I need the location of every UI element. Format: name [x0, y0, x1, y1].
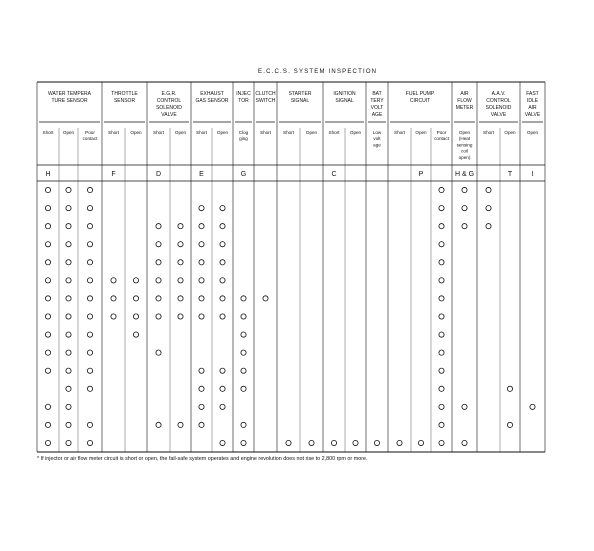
group-header: FAST IDLE AIR VALVE	[524, 91, 541, 118]
check-mark-row-15	[462, 440, 467, 445]
check-mark-row-5	[87, 260, 92, 265]
check-mark-row-1	[486, 187, 491, 192]
check-mark-row-1	[66, 187, 71, 192]
column-subheader: Open	[415, 130, 427, 135]
group-header: STARTER SIGNAL	[288, 91, 312, 104]
check-mark-row-14	[439, 422, 444, 427]
check-mark-row-15	[439, 440, 444, 445]
column-subheader: Short	[108, 130, 119, 135]
check-mark-row-14	[45, 422, 50, 427]
check-mark-row-2	[439, 206, 444, 211]
check-mark-row-15	[286, 440, 291, 445]
check-mark-row-11	[220, 368, 225, 373]
check-mark-row-14	[66, 422, 71, 427]
code-label: I	[531, 171, 534, 178]
check-mark-row-7	[241, 296, 246, 301]
check-mark-row-8	[111, 314, 116, 319]
check-mark-row-4	[66, 242, 71, 247]
check-mark-row-5	[199, 260, 204, 265]
group-header: CLUTCH SWITCH	[255, 91, 276, 104]
check-mark-row-7	[156, 296, 161, 301]
check-mark-row-5	[45, 260, 50, 265]
check-mark-row-8	[178, 314, 183, 319]
check-mark-row-3	[66, 224, 71, 229]
check-mark-row-6	[199, 278, 204, 283]
check-mark-row-15	[374, 440, 379, 445]
code-label: D	[155, 171, 162, 178]
check-mark-row-13	[45, 404, 50, 409]
column-subheader: Short	[394, 130, 405, 135]
group-header: AIR FLOW METER	[455, 91, 474, 111]
group-header: WATER TEMPERA TURE SENSOR	[48, 91, 91, 104]
check-mark-row-8	[156, 314, 161, 319]
column-subheader: Open	[130, 130, 142, 135]
document-title: E.C.C.S. SYSTEM INSPECTION	[258, 69, 378, 75]
check-mark-row-3	[486, 224, 491, 229]
column-subheader: Short	[328, 130, 340, 135]
check-mark-row-11	[87, 368, 92, 373]
check-mark-row-8	[87, 314, 92, 319]
check-mark-row-13	[530, 404, 535, 409]
check-mark-row-11	[439, 368, 444, 373]
check-mark-row-3	[199, 224, 204, 229]
check-mark-row-15	[241, 440, 246, 445]
check-mark-row-1	[439, 187, 444, 192]
check-mark-row-8	[220, 314, 225, 319]
group-header: EXHAUST GAS SENSOR	[195, 91, 229, 104]
check-mark-row-3	[220, 224, 225, 229]
check-mark-row-7	[66, 296, 71, 301]
check-mark-row-7	[111, 296, 116, 301]
check-mark-row-9	[133, 332, 138, 337]
check-mark-row-5	[439, 260, 444, 265]
check-mark-row-2	[66, 206, 71, 211]
check-mark-row-7	[439, 296, 444, 301]
check-mark-row-3	[156, 224, 161, 229]
check-mark-row-10	[45, 350, 50, 355]
check-mark-row-9	[45, 332, 50, 337]
check-mark-row-11	[45, 368, 50, 373]
check-mark-row-6	[156, 278, 161, 283]
check-mark-row-5	[178, 260, 183, 265]
check-mark-row-14	[241, 422, 246, 427]
check-mark-row-1	[87, 187, 92, 192]
check-mark-row-6	[45, 278, 50, 283]
code-label: G	[240, 171, 247, 178]
group-header: INJEC TOR	[236, 91, 251, 104]
column-subheader: Short	[153, 130, 164, 135]
check-mark-row-7	[45, 296, 50, 301]
check-mark-row-15	[220, 440, 225, 445]
check-mark-row-11	[66, 368, 71, 373]
check-mark-row-14	[156, 422, 161, 427]
check-mark-row-6	[111, 278, 116, 283]
check-mark-row-10	[439, 350, 444, 355]
check-mark-row-2	[486, 206, 491, 211]
check-mark-row-2	[87, 206, 92, 211]
check-mark-row-6	[133, 278, 138, 283]
check-mark-row-4	[439, 242, 444, 247]
check-mark-row-14	[178, 422, 183, 427]
column-subheader: Low volt age	[372, 130, 382, 148]
check-mark-row-5	[66, 260, 71, 265]
check-mark-row-6	[439, 278, 444, 283]
check-mark-row-15	[45, 440, 50, 445]
check-mark-row-4	[87, 242, 92, 247]
check-mark-row-15	[353, 440, 358, 445]
code-label: H & G	[454, 171, 475, 178]
check-mark-row-7	[178, 296, 183, 301]
check-mark-row-13	[66, 404, 71, 409]
check-mark-row-15	[87, 440, 92, 445]
check-mark-row-12	[507, 386, 512, 391]
check-mark-row-4	[220, 242, 225, 247]
check-mark-row-3	[45, 224, 50, 229]
check-mark-row-15	[418, 440, 423, 445]
code-label: P	[418, 171, 424, 178]
footnote: * If injector or air flow meter circuit is short or open, the fail-safe system operates and engine revolution does not rise to 2,800 rpm or more.	[37, 456, 368, 462]
check-mark-row-4	[199, 242, 204, 247]
check-mark-row-3	[462, 224, 467, 229]
check-mark-row-1	[45, 187, 50, 192]
group-header: E.G.R. CONTROL SOLENOID VALVE	[156, 91, 182, 118]
column-subheader: Open	[349, 130, 362, 135]
group-header: FUEL PUMP CIRCUIT	[405, 91, 435, 104]
check-mark-row-14	[87, 422, 92, 427]
column-subheader: Open	[504, 130, 516, 135]
check-mark-row-12	[439, 386, 444, 391]
check-mark-row-8	[66, 314, 71, 319]
code-label: H	[45, 171, 51, 178]
check-mark-row-4	[156, 242, 161, 247]
check-mark-row-6	[220, 278, 225, 283]
check-mark-row-10	[66, 350, 71, 355]
check-mark-row-6	[66, 278, 71, 283]
check-mark-row-7	[263, 296, 268, 301]
code-label: C	[331, 171, 337, 178]
column-subheader: Poor contact	[82, 130, 98, 142]
check-mark-row-12	[241, 386, 246, 391]
column-subheader: Poor contact	[434, 130, 449, 142]
check-mark-row-7	[199, 296, 204, 301]
check-mark-row-9	[66, 332, 71, 337]
column-subheader: Short	[42, 130, 54, 135]
column-subheader: Open (Heat sensing coil open)	[456, 130, 473, 160]
column-subheader: Open	[305, 130, 318, 135]
group-header: IGNITION SIGNAL	[333, 91, 356, 104]
column-subheader: Open	[62, 130, 75, 135]
check-mark-row-3	[87, 224, 92, 229]
check-mark-row-9	[439, 332, 444, 337]
check-mark-row-7	[220, 296, 225, 301]
check-mark-row-12	[66, 386, 71, 391]
column-subheader: Open	[174, 130, 187, 135]
column-subheader: Open	[216, 130, 229, 135]
check-mark-row-1	[462, 187, 467, 192]
check-mark-row-13	[199, 404, 204, 409]
check-mark-row-12	[199, 386, 204, 391]
check-mark-row-6	[87, 278, 92, 283]
column-subheader: Clog ging	[238, 130, 249, 142]
column-subheader: Short	[483, 130, 494, 135]
check-mark-row-8	[133, 314, 138, 319]
check-mark-row-2	[220, 206, 225, 211]
check-mark-row-13	[462, 404, 467, 409]
column-subheader: Short	[196, 130, 207, 135]
code-label: E	[199, 171, 204, 178]
code-label: F	[111, 171, 116, 178]
check-mark-row-15	[397, 440, 402, 445]
group-header: THROTTLE SENSOR	[111, 91, 138, 104]
check-mark-row-9	[241, 332, 246, 337]
group-header: BAT TERY VOLT AGE	[370, 91, 384, 118]
check-mark-row-9	[87, 332, 92, 337]
check-mark-row-2	[45, 206, 50, 211]
group-header: A.A.V. CONTROL SOLENOID VALVE	[485, 91, 512, 118]
check-mark-row-11	[241, 368, 246, 373]
check-mark-row-12	[87, 386, 92, 391]
check-mark-row-12	[220, 386, 225, 391]
check-mark-row-5	[220, 260, 225, 265]
code-label: T	[507, 171, 513, 178]
check-mark-row-3	[439, 224, 444, 229]
check-mark-row-2	[462, 206, 467, 211]
check-mark-row-4	[178, 242, 183, 247]
column-subheader: Short	[283, 130, 294, 135]
check-mark-row-10	[241, 350, 246, 355]
check-mark-row-15	[66, 440, 71, 445]
check-mark-row-2	[199, 206, 204, 211]
check-mark-row-10	[87, 350, 92, 355]
check-mark-row-14	[507, 422, 512, 427]
check-mark-row-6	[178, 278, 183, 283]
check-mark-row-8	[241, 314, 246, 319]
check-mark-row-7	[133, 296, 138, 301]
check-mark-row-4	[45, 242, 50, 247]
check-mark-row-11	[199, 368, 204, 373]
check-mark-row-8	[45, 314, 50, 319]
check-mark-row-13	[220, 404, 225, 409]
check-mark-row-10	[156, 350, 161, 355]
check-mark-row-13	[439, 404, 444, 409]
check-mark-row-8	[439, 314, 444, 319]
check-mark-row-15	[331, 440, 336, 445]
check-mark-row-8	[199, 314, 204, 319]
check-mark-row-14	[199, 422, 204, 427]
column-subheader: Open	[526, 130, 539, 135]
check-mark-row-5	[156, 260, 161, 265]
column-subheader: Short	[260, 130, 271, 135]
check-mark-row-7	[87, 296, 92, 301]
check-mark-row-15	[309, 440, 314, 445]
check-mark-row-3	[178, 224, 183, 229]
